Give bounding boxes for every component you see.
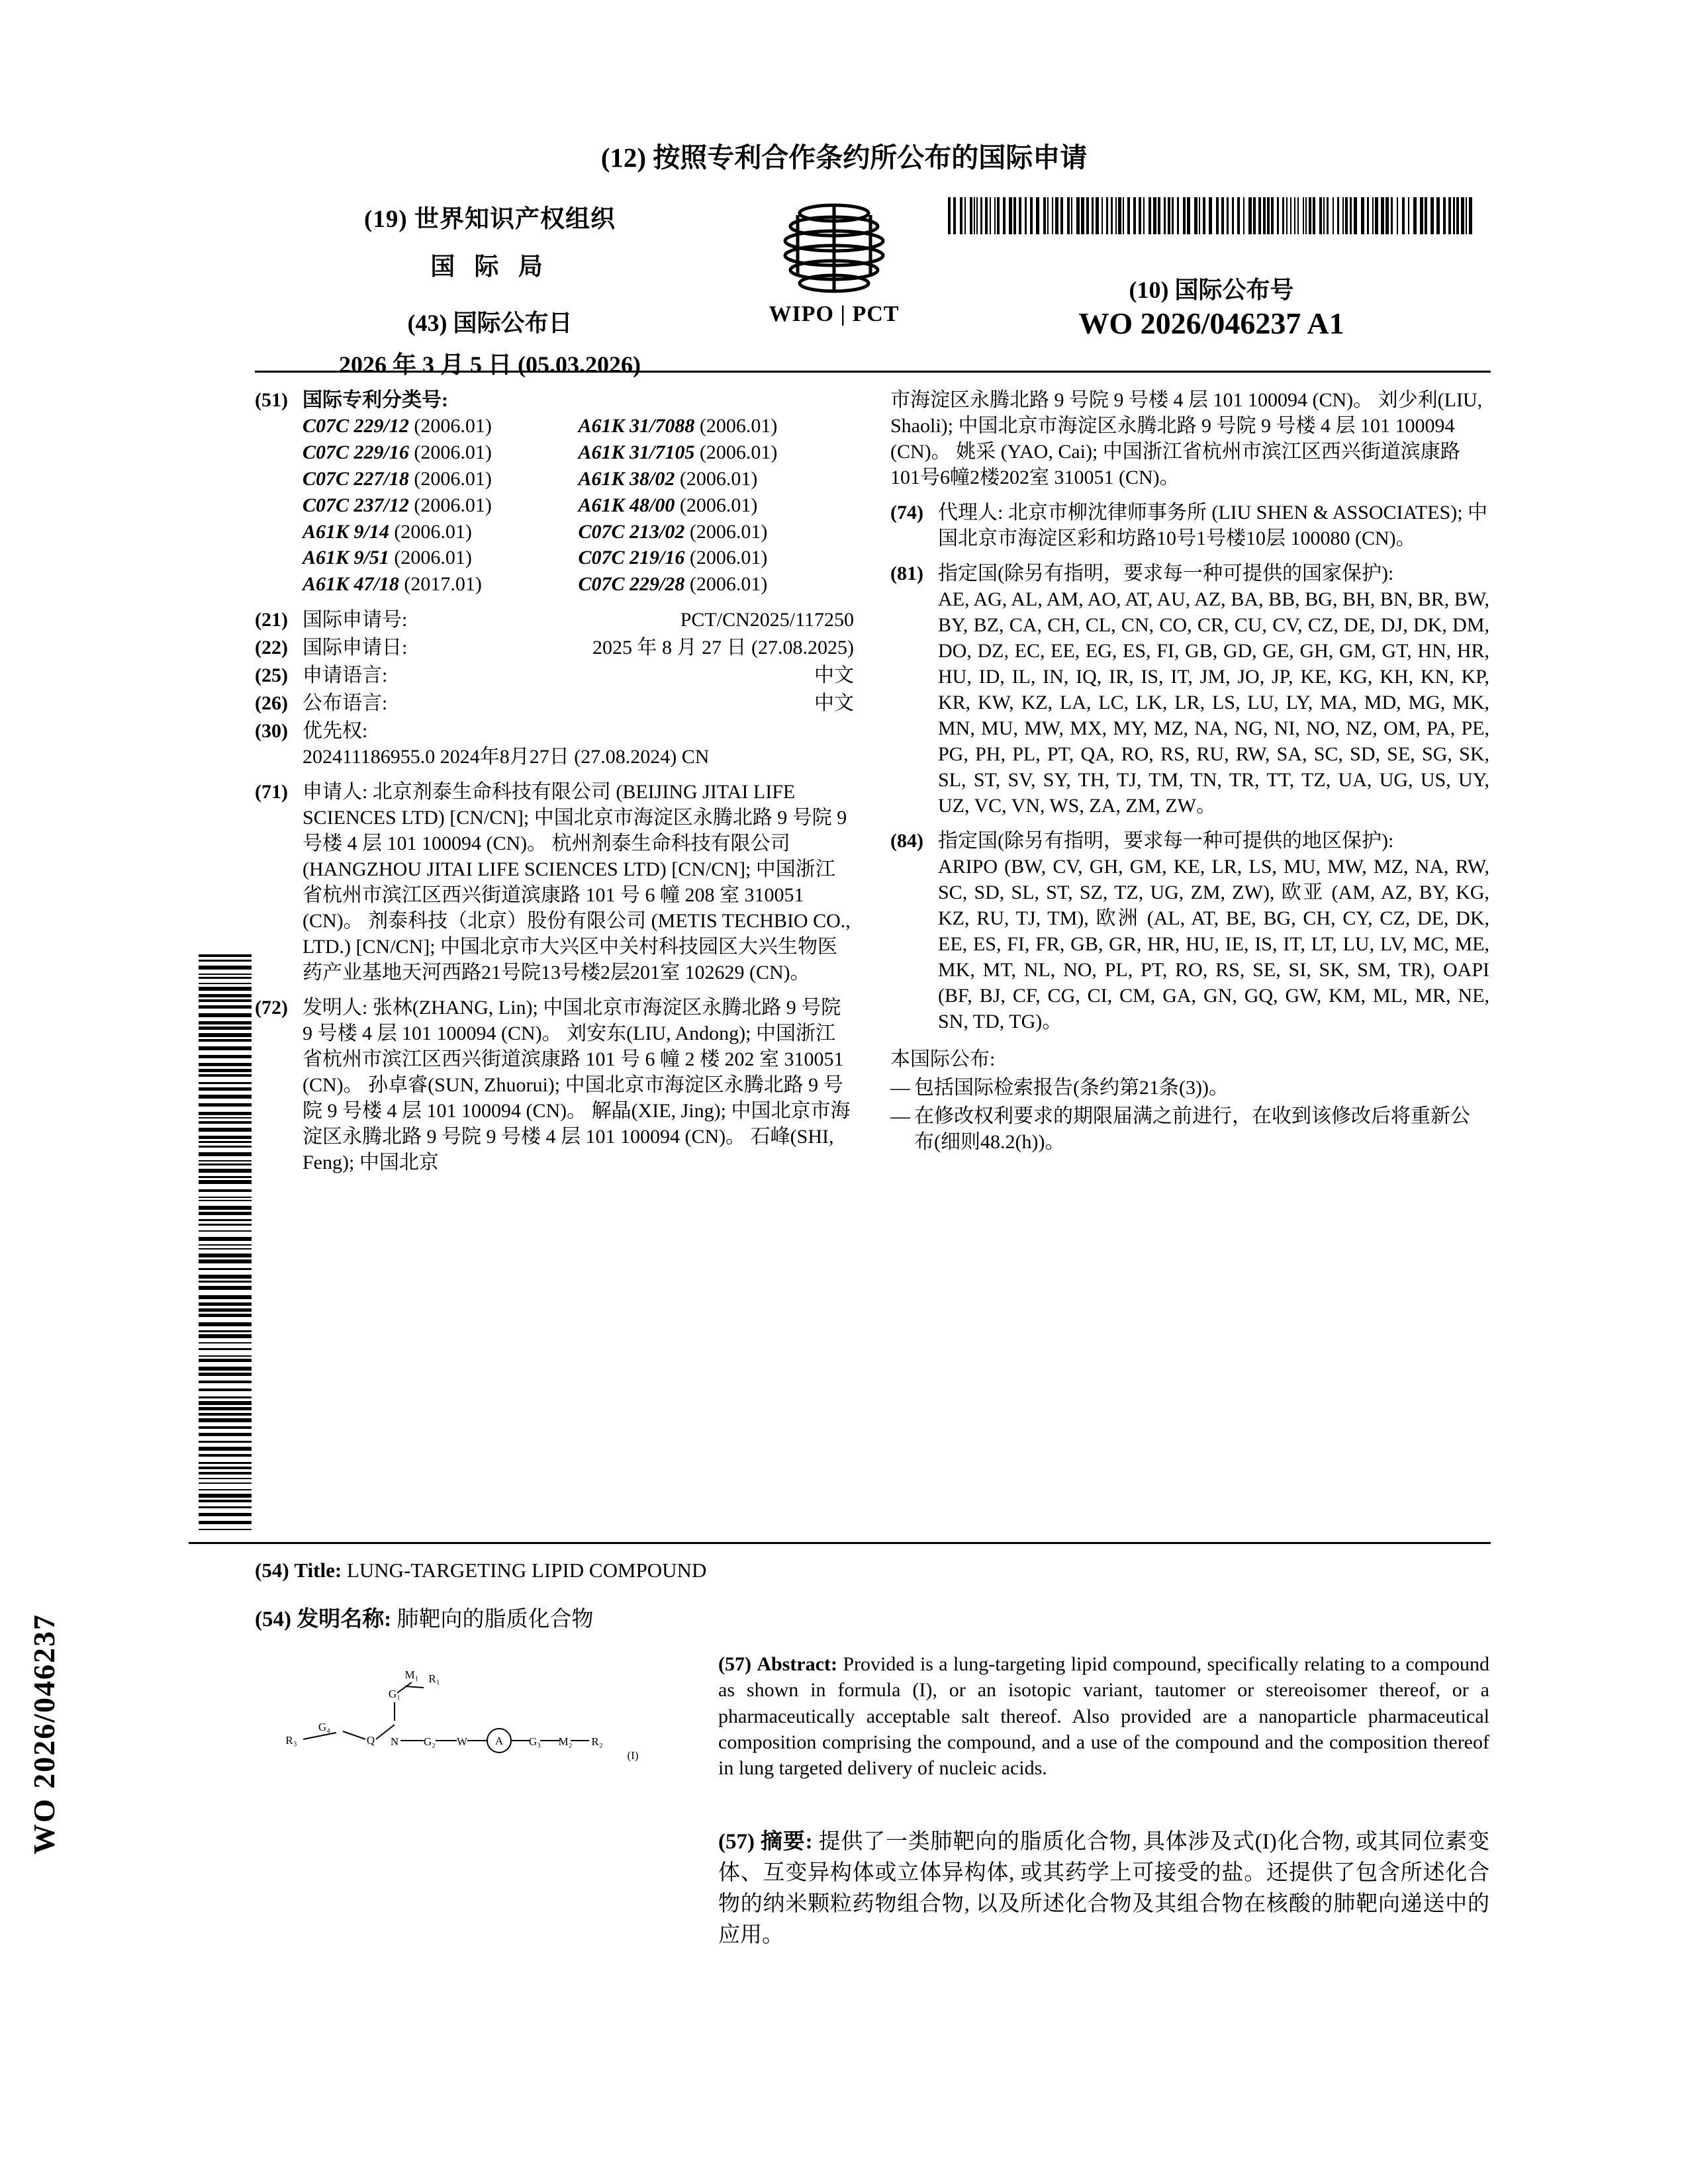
publication-language-tag: (26) <box>255 692 288 715</box>
inventor-tag: (72) <box>255 997 288 1019</box>
abstract-english <box>718 1651 1489 1781</box>
inventor-text: 发明人: 张林(ZHANG, Lin); 中国北京市海淀区永腾北路 9 号院 9 号楼 4 层 101 100094 (CN)。 刘安东(LIU, Andong); 中国浙江省杭州市滨江区西兴街道滨康路 101 号 6 幢 2 楼 202 室 310051 (CN)。 孙卓睿(SUN, Zhuorui); 中国北京市海淀区永腾北路 9 号院 9 号楼 4 层 101 100094 (CN)。 解晶(XIE, Jing); 中国北京市海淀区永腾北路 9 号院 9 号楼 4 层 101 100094 (CN)。 石峰(SHI, Feng); 中国北京 <box>303 997 851 1174</box>
filing-language-label: 申请语言: <box>303 664 388 687</box>
barcode-top <box>947 197 1476 234</box>
wipo-globe-icon <box>758 199 910 298</box>
ipc-item: C07C 229/12 (2006.01) <box>303 415 492 437</box>
ipc-item: C07C 229/16 (2006.01) <box>303 441 492 463</box>
label-A: A <box>494 1735 504 1747</box>
org-line-1: (19) 世界知识产权组织 <box>364 206 616 233</box>
ipc-item: C07C 229/28 (2006.01) <box>578 573 768 596</box>
ipc-grid <box>303 413 854 598</box>
designated-regions-tag: (84) <box>890 830 923 852</box>
filing-language-row <box>255 662 854 688</box>
wipo-logo-text: WIPO | PCT <box>769 302 900 326</box>
title-chinese-value: 肺靶向的脂质化合物 <box>397 1608 594 1631</box>
publication-language-label: 公布语言: <box>303 692 388 715</box>
priority-row <box>255 718 854 770</box>
label-Q: Q <box>366 1734 375 1747</box>
publication-note-item <box>890 1075 1489 1101</box>
publication-notes-title: 本国际公布: <box>890 1048 996 1070</box>
ipc-item: A61K 31/7105 (2006.01) <box>578 441 778 463</box>
applicant-tag: (71) <box>255 781 288 803</box>
ipc-tag: (51) <box>255 389 288 411</box>
label-R2: R₂ <box>591 1735 603 1748</box>
applicant-row <box>255 779 854 985</box>
publication-number-value: WO 2026/046237 A1 <box>1078 306 1344 340</box>
abstract-english-label: Abstract: <box>757 1653 837 1675</box>
priority-value: 202411186955.0 2024年8月27日 (27.08.2024) CN <box>303 746 710 768</box>
abstract-english-text: Provided is a lung-targeting lipid compound, specifically relating to a compound as shown in formula (I), or an isotopic variant, tautomer or stereoisomer thereof, or a pharmaceutically acceptable salt thereof. Also provided are a nanoparticle pharmaceutical composition comprising the compound, and a use of the compound and the composition thereof in lung targeted delivery of nucleic acids. <box>718 1653 1490 1780</box>
priority-tag: (30) <box>255 720 288 743</box>
page-title: (12) 按照专利合作条约所公布的国际申请 <box>600 142 1088 173</box>
label-G4: G₄ <box>318 1721 331 1733</box>
application-number-tag: (21) <box>255 609 288 631</box>
ipc-item: C07C 213/02 (2006.01) <box>578 520 768 543</box>
wipo-logo <box>722 199 947 327</box>
ipc-item: A61K 48/00 (2006.01) <box>578 494 758 516</box>
application-date-label: 国际申请日: <box>303 637 408 659</box>
label-G2: G₂ <box>423 1735 436 1748</box>
title-english <box>255 1559 706 1582</box>
ipc-item: C07C 237/12 (2006.01) <box>303 494 492 516</box>
barcode-side <box>199 953 252 1535</box>
publication-date-label: (43) 国际公布日 <box>407 310 573 336</box>
title-chinese <box>255 1602 593 1633</box>
ipc-section <box>255 387 854 598</box>
divider-top <box>255 371 1491 373</box>
abstract-english-tag: (57) <box>718 1653 751 1675</box>
label-N: N <box>390 1735 399 1748</box>
label-R1: R₁ <box>428 1672 440 1685</box>
inventor-continued: 市海淀区永腾北路 9 号院 9 号楼 4 层 101 100094 (CN)。 刘少利(LIU, Shaoli); 中国北京市海淀区永腾北路 9 号院 9 号楼 4 层 101 100094 (CN)。 姚采 (YAO, Cai); 中国浙江省杭州市滨江区西兴街道滨康路101号6幢2楼202室 310051 (CN)。 <box>890 389 1483 488</box>
title-english-tag: (54) <box>255 1559 289 1582</box>
inventor-row <box>255 995 854 1175</box>
right-column <box>890 387 1489 1155</box>
formula-number: (I) <box>627 1749 639 1762</box>
publication-number-label: (10) 国际公布号 <box>1129 277 1294 303</box>
application-date-row <box>255 635 854 660</box>
label-W: W <box>456 1735 468 1748</box>
abstract-chinese <box>718 1827 1489 1950</box>
publication-note-item <box>890 1103 1489 1155</box>
title-english-value: LUNG-TARGETING LIPID COMPOUND <box>346 1559 707 1582</box>
label-M2: M₂ <box>558 1735 573 1748</box>
title-chinese-tag: (54) <box>255 1608 291 1631</box>
priority-label: 优先权: <box>303 720 368 743</box>
publication-language-row <box>255 690 854 716</box>
ipc-item: C07C 227/18 (2006.01) <box>303 467 492 490</box>
org-line-2: 国 际 局 <box>430 253 549 281</box>
dash-marker: — <box>890 1105 910 1127</box>
publication-language-value: 中文 <box>814 692 854 715</box>
ipc-item: A61K 9/14 (2006.01) <box>303 520 472 543</box>
left-column <box>255 387 854 1177</box>
organization-block <box>285 199 695 380</box>
label-R3: R₃ <box>285 1734 297 1747</box>
dash-marker: — <box>890 1077 910 1099</box>
publication-note-text: 包括国际检索报告(条约第21条(3))。 <box>914 1077 1229 1099</box>
ipc-item: A61K 38/02 (2006.01) <box>578 467 758 490</box>
ipc-item: A61K 9/51 (2006.01) <box>303 547 472 569</box>
ipc-column-1 <box>303 413 579 598</box>
agent-row <box>890 500 1489 551</box>
applicant-text: 申请人: 北京剂泰生命科技有限公司 (BEIJING JITAI LIFE SCIENCES LTD) [CN/CN]; 中国北京市海淀区永腾北路 9 号院 9 号楼 4 层 101 100094 (CN)。 杭州剂泰生命科技有限公司(HANGZHOU JITAI LIFE SCIENCES LTD) [CN/CN]; 中国浙江省杭州市滨江区西兴街道滨康路 101 号 6 幢 208 室 310051 (CN)。 剂泰科技（北京）股份有限公司 (METIS TECHBIO CO., LTD.) [CN/CN]; 中国北京市大兴区中关村科技园区大兴生物医药产业基地天河西路21号院13号楼2层201室 102629 (CN)。 <box>303 781 851 984</box>
application-number-label: 国际申请号: <box>303 609 408 631</box>
divider-middle <box>189 1542 1491 1544</box>
agent-tag: (74) <box>890 502 923 523</box>
ipc-item: A61K 47/18 (2017.01) <box>303 573 482 596</box>
filing-language-tag: (25) <box>255 664 288 687</box>
ipc-column-2 <box>579 413 855 598</box>
application-number-value: PCT/CN2025/117250 <box>680 609 854 631</box>
title-chinese-label: 发明名称: <box>297 1608 392 1631</box>
chemical-structure-diagram <box>265 1641 688 1787</box>
label-G3: G₃ <box>528 1735 541 1748</box>
application-date-tag: (22) <box>255 637 288 659</box>
abstract-chinese-text: 提供了一类肺靶向的脂质化合物, 具体涉及式(I)化合物, 或其同位素变体、互变异构体或立体异构体, 或其药学上可接受的盐。还提供了包含所述化合物的纳米颗粒药物组合物, 以及所述化合物及其组合物在核酸的肺靶向递送中的应用。 <box>718 1830 1490 1947</box>
designated-states-value: AE, AG, AL, AM, AO, AT, AU, AZ, BA, BB, BG, BH, BN, BR, BW, BY, BZ, CA, CH, CL, CN, CO, CR, CU, CV, CZ, DE, DJ, DK, DM, DO, DZ, EC, EE, EG, ES, FI, GB, GD, GE, GH, GM, GT, HN, HR, HU, ID, IL, IN, IQ, IR, IS, IT, JM, JO, JP, KE, KG, KH, KN, KP, KR, KW, KZ, LA, LC, LK, LR, LS, LU, LY, MA, MD, MG, MK, MN, MU, MW, MX, MY, MZ, NA, NG, NI, NO, NZ, OM, PA, PE, PG, PH, PL, PT, QA, RO, RS, RU, RW, SA, SC, SD, SE, SG, SK, SL, ST, SV, SY, TH, TJ, TM, TN, TR, TT, TZ, UA, UG, US, UY, UZ, VC, VN, WS, ZA, ZM, ZW。 <box>938 588 1489 817</box>
publication-note-text: 在修改权利要求的期限届满之前进行，在收到该修改后将重新公布(细则48.2(h))。 <box>914 1105 1470 1153</box>
application-date-value: 2025 年 8 月 27 日 (27.08.2025) <box>592 637 854 659</box>
title-english-label: Title: <box>294 1559 342 1582</box>
publication-date-value: 2026 年 3 月 5 日 (05.03.2026) <box>339 351 641 378</box>
designated-regions-row <box>890 828 1489 1034</box>
abstract-chinese-label: 摘要: <box>761 1830 813 1854</box>
ipc-label: 国际专利分类号: <box>303 389 448 411</box>
designated-states-tag: (81) <box>890 563 923 584</box>
label-G1: G₁ <box>388 1688 401 1700</box>
abstract-chinese-tag: (57) <box>718 1830 755 1854</box>
application-number-row <box>255 607 854 633</box>
ipc-item: A61K 31/7088 (2006.01) <box>578 415 778 437</box>
side-publication-number: WO 2026/046237 <box>27 1613 61 1855</box>
agent-text: 代理人: 北京市柳沈律师事务所 (LIU SHEN & ASSOCIATES); 中国北京市海淀区彩和坊路10号1号楼10层 100080 (CN)。 <box>938 502 1488 549</box>
label-M1: M₁ <box>404 1668 419 1681</box>
ipc-item: C07C 219/16 (2006.01) <box>578 547 768 569</box>
designated-regions-value: ARIPO (BW, CV, GH, GM, KE, LR, LS, MU, MW, MZ, NA, RW, SC, SD, SL, ST, SZ, TZ, UG, ZM, ZW), 欧亚 (AM, AZ, BY, KG, KZ, RU, TJ, TM), 欧洲 (AL, AT, BE, BG, CH, CY, CZ, DE, DK, EE, ES, FI, FR, GB, GR, HR, HU, IE, IS, IT, LT, LU, LV, MC, ME, MK, MT, NL, NO, PL, PT, RO, RS, SE, SI, SK, SM, TR), OAPI (BF, BJ, CF, CG, CI, CM, GA, GN, GQ, GW, KM, ML, MR, NE, SN, TD, TG)。 <box>938 856 1489 1032</box>
designated-states-row <box>890 561 1489 819</box>
filing-language-value: 中文 <box>814 664 854 687</box>
designated-states-label: 指定国(除另有指明，要求每一种可提供的国家保护): <box>938 563 1394 584</box>
designated-regions-label: 指定国(除另有指明，要求每一种可提供的地区保护): <box>938 830 1394 852</box>
